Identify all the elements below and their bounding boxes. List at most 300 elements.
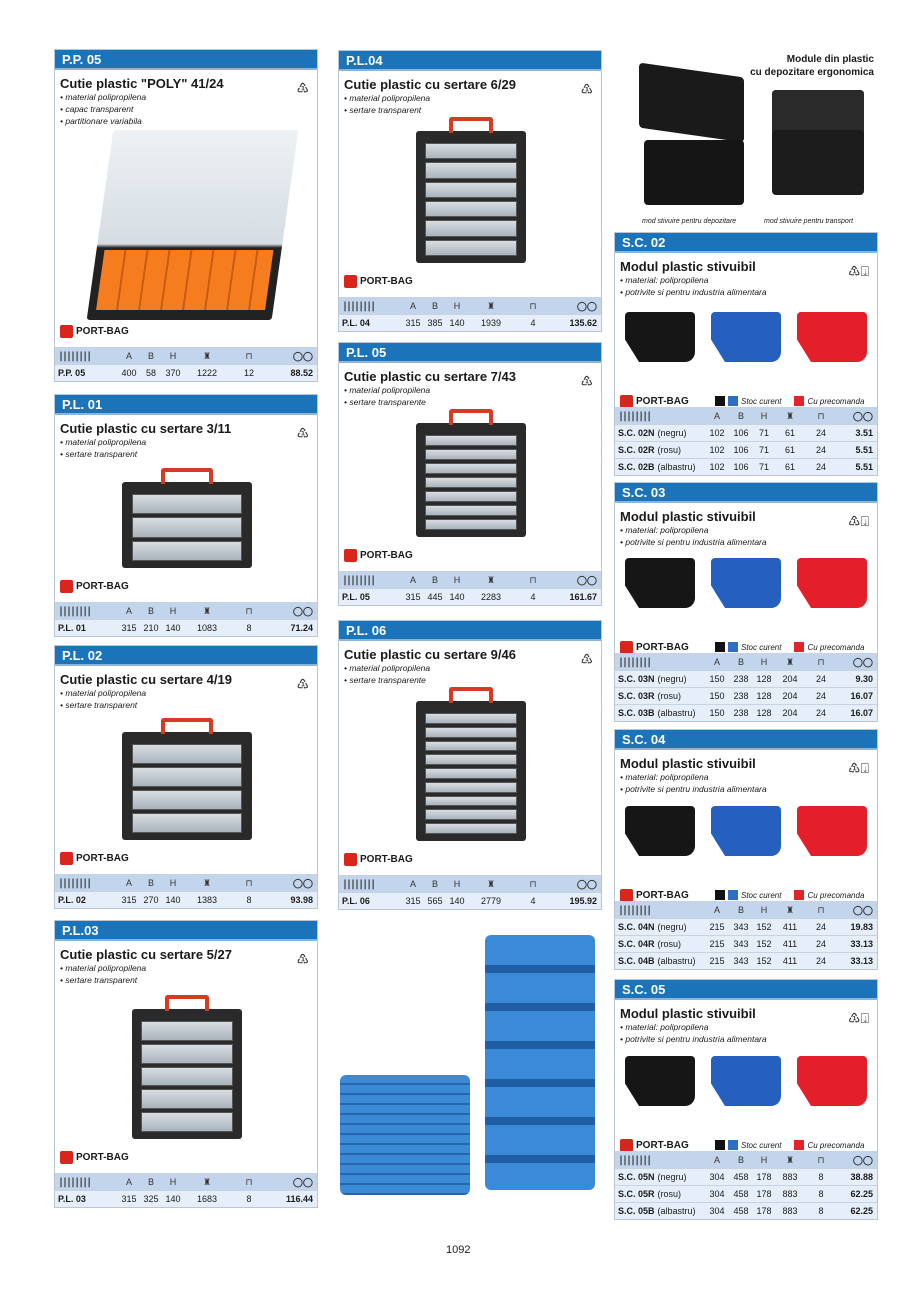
value-a: 215 <box>709 956 725 966</box>
blue-bin-image <box>711 558 781 608</box>
drawer <box>425 162 517 178</box>
value-b: 343 <box>733 956 749 966</box>
value-vol: 883 <box>782 1172 798 1182</box>
value-qty: 4 <box>530 896 536 906</box>
column-h: H <box>760 1155 768 1165</box>
price: 33.13 <box>850 939 873 949</box>
stacked-black-bins-image <box>634 70 744 210</box>
color-legend <box>715 1140 864 1150</box>
value-h: 370 <box>165 368 181 378</box>
value-b: 343 <box>733 939 749 949</box>
column-h: H <box>169 878 177 888</box>
code-text: S.C. 05B <box>618 1206 655 1216</box>
column-h: H <box>760 411 768 421</box>
product-code <box>339 592 401 602</box>
recycle-icon: ♳ <box>296 951 309 967</box>
drawer <box>425 240 517 256</box>
box-icon: ⊓ <box>817 410 825 421</box>
code-text: P.L. 05 <box>342 592 370 602</box>
product-code <box>615 445 705 455</box>
feature-bullet: • material polipropilena <box>344 663 431 673</box>
product-code-header: S.C. 03 <box>615 483 877 503</box>
column-h: H <box>453 575 461 585</box>
drawer <box>132 813 241 833</box>
product-title: Cutie plastic cu sertare 4/19 <box>60 672 232 687</box>
product-panel <box>338 620 602 910</box>
handle <box>161 468 213 484</box>
order-red-swatch <box>794 642 804 652</box>
value-qty: 24 <box>815 674 826 684</box>
value-vol: 411 <box>782 939 798 949</box>
value-vol: 883 <box>782 1206 798 1216</box>
table-header-row <box>55 874 317 891</box>
recycle-icon: ♳ <box>296 676 309 692</box>
price: 116.44 <box>285 1194 313 1204</box>
spec-table <box>615 407 877 475</box>
value-b: 343 <box>733 922 749 932</box>
spec-table <box>339 297 601 331</box>
value-h: 140 <box>165 1194 181 1204</box>
product-panel <box>54 394 318 637</box>
value-vol: 204 <box>782 708 798 718</box>
red-bin-image <box>797 558 867 608</box>
product-code-header: S.C. 05 <box>615 980 877 1000</box>
product-panel <box>614 979 878 1220</box>
barcode-icon: |||||||| <box>342 574 375 586</box>
column-a: A <box>713 905 720 915</box>
order-red-swatch <box>794 396 804 406</box>
value-qty: 24 <box>815 462 826 472</box>
product-code <box>615 922 705 932</box>
box-icon: ⊓ <box>529 574 537 585</box>
drawer <box>425 182 517 198</box>
product-panel <box>338 342 602 606</box>
value-b: 106 <box>733 445 749 455</box>
value-a: 304 <box>709 1206 725 1216</box>
value-b: 458 <box>733 1189 749 1199</box>
value-b: 565 <box>427 896 443 906</box>
drawer <box>132 790 241 810</box>
column-h: H <box>169 606 177 616</box>
column-a: A <box>713 657 720 667</box>
drawer <box>425 449 517 460</box>
feature-bullet: • sertare transparent <box>344 105 422 115</box>
recycle-food-safe-icon: ♳⍗ <box>848 513 869 529</box>
column-h: H <box>760 657 768 667</box>
color-label: (albastru) <box>657 956 696 966</box>
drawer <box>425 754 517 765</box>
table-row <box>339 314 601 331</box>
value-qty: 24 <box>815 445 826 455</box>
feature-bullet: • material: polipropilena <box>620 275 709 285</box>
brand-name: PORT-BAG <box>636 890 689 901</box>
value-vol: 2283 <box>480 592 502 602</box>
value-a: 102 <box>709 462 725 472</box>
bottle-icon: ♜ <box>486 300 496 311</box>
price: 88.52 <box>290 368 313 378</box>
value-qty: 8 <box>246 623 252 633</box>
recycle-icon: ♳ <box>296 80 309 96</box>
bottle-icon: ♜ <box>202 877 212 888</box>
legend-order: Cu precomanda <box>807 396 865 406</box>
product-title: Modul plastic stivuibil <box>620 1006 756 1021</box>
product-code-header: P.L. 02 <box>55 646 317 666</box>
product-code <box>55 368 117 378</box>
product-code <box>615 428 705 438</box>
value-vol: 61 <box>784 428 795 438</box>
recycle-icon: ♳ <box>580 651 593 667</box>
box-icon: ⊓ <box>245 605 253 616</box>
drawer <box>141 1067 233 1087</box>
table-row <box>615 952 877 969</box>
port-bag-logo-icon <box>60 580 73 593</box>
product-code <box>615 939 705 949</box>
value-h: 178 <box>756 1172 772 1182</box>
color-label: (albastru) <box>657 462 696 472</box>
feature-bullet: • material polipropilena <box>60 963 147 973</box>
column-b: B <box>147 1177 154 1187</box>
value-qty: 24 <box>815 939 826 949</box>
price: 71.24 <box>290 623 313 633</box>
product-image <box>416 701 526 841</box>
value-vol: 411 <box>782 956 798 966</box>
value-a: 150 <box>709 674 725 684</box>
value-a: 315 <box>121 623 137 633</box>
value-h: 152 <box>756 939 772 949</box>
feature-bullet: • potrivite si pentru industria alimentara <box>620 1034 767 1044</box>
code-text: S.C. 04N <box>618 922 655 932</box>
product-code-header: P.L.04 <box>339 51 601 71</box>
feature-bullet: • sertare transparente <box>344 675 426 685</box>
table-row <box>339 892 601 909</box>
table-row <box>55 1190 317 1207</box>
price: 5.51 <box>855 462 873 472</box>
feature-bullet: • material polipropilena <box>60 688 147 698</box>
order-red-swatch <box>794 890 804 900</box>
table-header-row <box>615 653 877 670</box>
stock-blue-swatch <box>728 1140 738 1150</box>
black-bin-image <box>625 806 695 856</box>
box-icon: ⊓ <box>817 1154 825 1165</box>
product-code <box>615 1206 705 1216</box>
caption-transport: mod stivuire pentru transport <box>764 218 854 225</box>
value-qty: 8 <box>818 1206 824 1216</box>
product-image <box>416 131 526 263</box>
column-h: H <box>169 1177 177 1187</box>
bottle-icon: ♜ <box>202 1176 212 1187</box>
feature-bullet: • material polipropilena <box>344 93 431 103</box>
value-vol: 1222 <box>196 368 218 378</box>
table-row <box>615 1185 877 1202</box>
recycle-icon: ♳ <box>580 81 593 97</box>
table-row <box>615 704 877 721</box>
value-b: 270 <box>143 895 159 905</box>
port-bag-logo <box>60 580 129 593</box>
value-a: 102 <box>709 445 725 455</box>
value-a: 150 <box>709 691 725 701</box>
table-row <box>55 619 317 636</box>
barcode-icon: |||||||| <box>342 300 375 312</box>
table-header-row <box>55 347 317 364</box>
value-qty: 24 <box>815 428 826 438</box>
coins-icon: ◯◯ <box>292 605 313 616</box>
drawer <box>425 220 517 236</box>
brand-name: PORT-BAG <box>76 581 129 592</box>
color-label: (negru) <box>657 428 687 438</box>
value-vol: 1683 <box>196 1194 218 1204</box>
color-legend <box>715 890 864 900</box>
product-image <box>132 1009 242 1139</box>
feature-bullet: • material polipropilena <box>60 92 147 102</box>
product-code-header: S.C. 04 <box>615 730 877 750</box>
value-h: 140 <box>165 623 181 633</box>
coins-icon: ◯◯ <box>576 574 597 585</box>
price: 16.07 <box>850 708 873 718</box>
value-qty: 4 <box>530 592 536 602</box>
recycle-icon: ♳ <box>296 425 309 441</box>
value-h: 140 <box>449 896 465 906</box>
value-a: 215 <box>709 922 725 932</box>
coins-icon: ◯◯ <box>292 1176 313 1187</box>
drawer <box>425 505 517 516</box>
color-legend <box>715 642 864 652</box>
value-b: 385 <box>427 318 443 328</box>
handle <box>449 409 493 425</box>
column-b: B <box>147 606 154 616</box>
value-qty: 8 <box>246 1194 252 1204</box>
value-a: 315 <box>405 592 421 602</box>
product-title: Cutie plastic "POLY" 41/24 <box>60 76 224 91</box>
barcode-icon: |||||||| <box>58 605 91 617</box>
column-h: H <box>453 879 461 889</box>
bottle-icon: ♜ <box>785 410 795 421</box>
feature-bullet: • material polipropilena <box>60 437 147 447</box>
red-bin-image <box>797 1056 867 1106</box>
coins-icon: ◯◯ <box>852 410 873 421</box>
table-header-row <box>55 602 317 619</box>
drawer <box>425 519 517 530</box>
color-label: (rosu) <box>657 1189 682 1199</box>
black-bin-image <box>625 312 695 362</box>
stock-blue-swatch <box>728 396 738 406</box>
spec-table <box>339 571 601 605</box>
product-code <box>615 708 705 718</box>
value-b: 458 <box>733 1172 749 1182</box>
value-vol: 1939 <box>480 318 502 328</box>
legend-stock: Stoc curent <box>741 642 782 652</box>
value-h: 152 <box>756 922 772 932</box>
blue-bin-image <box>711 312 781 362</box>
price: 33.13 <box>850 956 873 966</box>
brand-name: PORT-BAG <box>636 1140 689 1151</box>
column-b: B <box>737 657 744 667</box>
orange-tray <box>96 250 273 310</box>
product-code <box>615 1172 705 1182</box>
black-bin-image <box>625 1056 695 1106</box>
column-b: B <box>431 575 438 585</box>
product-panel <box>614 232 878 476</box>
black-bin-image <box>625 558 695 608</box>
blue-bin-image <box>711 806 781 856</box>
column-b: B <box>737 905 744 915</box>
value-a: 315 <box>121 1194 137 1204</box>
drawer <box>132 494 241 514</box>
product-panel <box>614 729 878 970</box>
port-bag-logo <box>60 1151 129 1164</box>
product-title: Modul plastic stivuibil <box>620 259 756 274</box>
box-icon: ⊓ <box>245 877 253 888</box>
product-code <box>615 956 705 966</box>
value-a: 150 <box>709 708 725 718</box>
port-bag-logo-icon <box>344 549 357 562</box>
stock-black-swatch <box>715 396 725 406</box>
value-qty: 8 <box>246 895 252 905</box>
value-h: 128 <box>756 708 772 718</box>
product-panel <box>54 645 318 909</box>
code-text: S.C. 03R <box>618 691 655 701</box>
product-title: Modul plastic stivuibil <box>620 756 756 771</box>
feature-bullet: • capac transparent <box>60 104 134 114</box>
product-title: Cutie plastic cu sertare 5/27 <box>60 947 232 962</box>
column-a: A <box>125 606 132 616</box>
price: 38.88 <box>850 1172 873 1182</box>
color-label: (rosu) <box>657 939 682 949</box>
value-b: 458 <box>733 1206 749 1216</box>
value-vol: 204 <box>782 674 798 684</box>
price: 16.07 <box>850 691 873 701</box>
product-image <box>87 130 299 320</box>
order-red-swatch <box>794 1140 804 1150</box>
brand-name: PORT-BAG <box>76 853 129 864</box>
barcode-icon: |||||||| <box>618 656 651 668</box>
table-row <box>615 424 877 441</box>
value-b: 238 <box>733 708 749 718</box>
value-h: 71 <box>758 428 769 438</box>
price: 62.25 <box>850 1189 873 1199</box>
port-bag-logo <box>60 325 129 338</box>
value-vol: 1083 <box>196 623 218 633</box>
code-text: P.L. 04 <box>342 318 370 328</box>
value-vol: 883 <box>782 1189 798 1199</box>
column-a: A <box>125 351 132 361</box>
product-code <box>615 462 705 472</box>
legend-stock: Stoc curent <box>741 1140 782 1150</box>
brand-name: PORT-BAG <box>360 550 413 561</box>
box-icon: ⊓ <box>817 656 825 667</box>
column-b: B <box>737 411 744 421</box>
bottle-icon: ♜ <box>785 904 795 915</box>
table-header-row <box>615 901 877 918</box>
value-b: 325 <box>143 1194 159 1204</box>
table-row <box>55 364 317 381</box>
spec-table <box>55 1173 317 1207</box>
brand-name: PORT-BAG <box>636 642 689 653</box>
box-icon: ⊓ <box>817 904 825 915</box>
handle <box>165 995 209 1011</box>
value-vol: 1383 <box>196 895 218 905</box>
value-qty: 24 <box>815 922 826 932</box>
product-code-header: P.P. 05 <box>55 50 317 70</box>
color-label: (albastru) <box>657 708 696 718</box>
color-label: (negru) <box>657 674 687 684</box>
price: 62.25 <box>850 1206 873 1216</box>
spec-table <box>55 347 317 381</box>
barcode-icon: |||||||| <box>342 878 375 890</box>
value-b: 106 <box>733 462 749 472</box>
feature-bullet: • partitionare variabila <box>60 116 142 126</box>
code-text: P.P. 05 <box>58 368 86 378</box>
drawer <box>132 541 241 561</box>
drawer <box>141 1089 233 1109</box>
value-h: 128 <box>756 691 772 701</box>
box-icon: ⊓ <box>245 1176 253 1187</box>
brand-name: PORT-BAG <box>76 326 129 337</box>
spec-table <box>615 1151 877 1219</box>
color-label: (negru) <box>657 1172 687 1182</box>
product-code <box>339 318 401 328</box>
barcode-icon: |||||||| <box>58 350 91 362</box>
spec-table <box>615 901 877 969</box>
table-row <box>55 891 317 908</box>
feature-bullet: • sertare transparente <box>344 397 426 407</box>
table-row <box>339 588 601 605</box>
product-code-header: S.C. 02 <box>615 233 877 253</box>
box-icon: ⊓ <box>245 350 253 361</box>
table-row <box>615 935 877 952</box>
brand-name: PORT-BAG <box>76 1152 129 1163</box>
value-vol: 204 <box>782 691 798 701</box>
color-label: (rosu) <box>657 445 682 455</box>
blue-bin-image <box>711 1056 781 1106</box>
port-bag-logo-icon <box>60 852 73 865</box>
value-h: 178 <box>756 1206 772 1216</box>
stock-black-swatch <box>715 1140 725 1150</box>
product-title: Cutie plastic cu sertare 9/46 <box>344 647 516 662</box>
table-header-row <box>615 1151 877 1168</box>
port-bag-logo <box>60 852 129 865</box>
price: 93.98 <box>290 895 313 905</box>
port-bag-logo <box>344 275 413 288</box>
drawer <box>425 768 517 779</box>
feature-bullet: • sertare transparent <box>60 700 138 710</box>
bottle-icon: ♜ <box>202 350 212 361</box>
nested-black-bins-image <box>772 90 864 200</box>
value-h: 140 <box>449 592 465 602</box>
legend-order: Cu precomanda <box>807 1140 865 1150</box>
value-qty: 12 <box>243 368 254 378</box>
value-b: 445 <box>427 592 443 602</box>
product-code-header: P.L. 05 <box>339 343 601 363</box>
value-a: 400 <box>121 368 137 378</box>
coins-icon: ◯◯ <box>852 656 873 667</box>
value-a: 304 <box>709 1172 725 1182</box>
column-b: B <box>431 879 438 889</box>
value-vol: 2779 <box>480 896 502 906</box>
drawer <box>425 782 517 793</box>
feature-bullet: • potrivite si pentru industria alimentara <box>620 287 767 297</box>
value-a: 315 <box>405 318 421 328</box>
column-h: H <box>169 351 177 361</box>
recycle-food-safe-icon: ♳⍗ <box>848 263 869 279</box>
price: 195.92 <box>569 896 597 906</box>
bottle-icon: ♜ <box>785 1154 795 1165</box>
drawer <box>425 823 517 834</box>
price: 135.62 <box>569 318 597 328</box>
coins-icon: ◯◯ <box>292 350 313 361</box>
column-a: A <box>409 301 416 311</box>
handle <box>449 687 493 703</box>
column-b: B <box>147 878 154 888</box>
